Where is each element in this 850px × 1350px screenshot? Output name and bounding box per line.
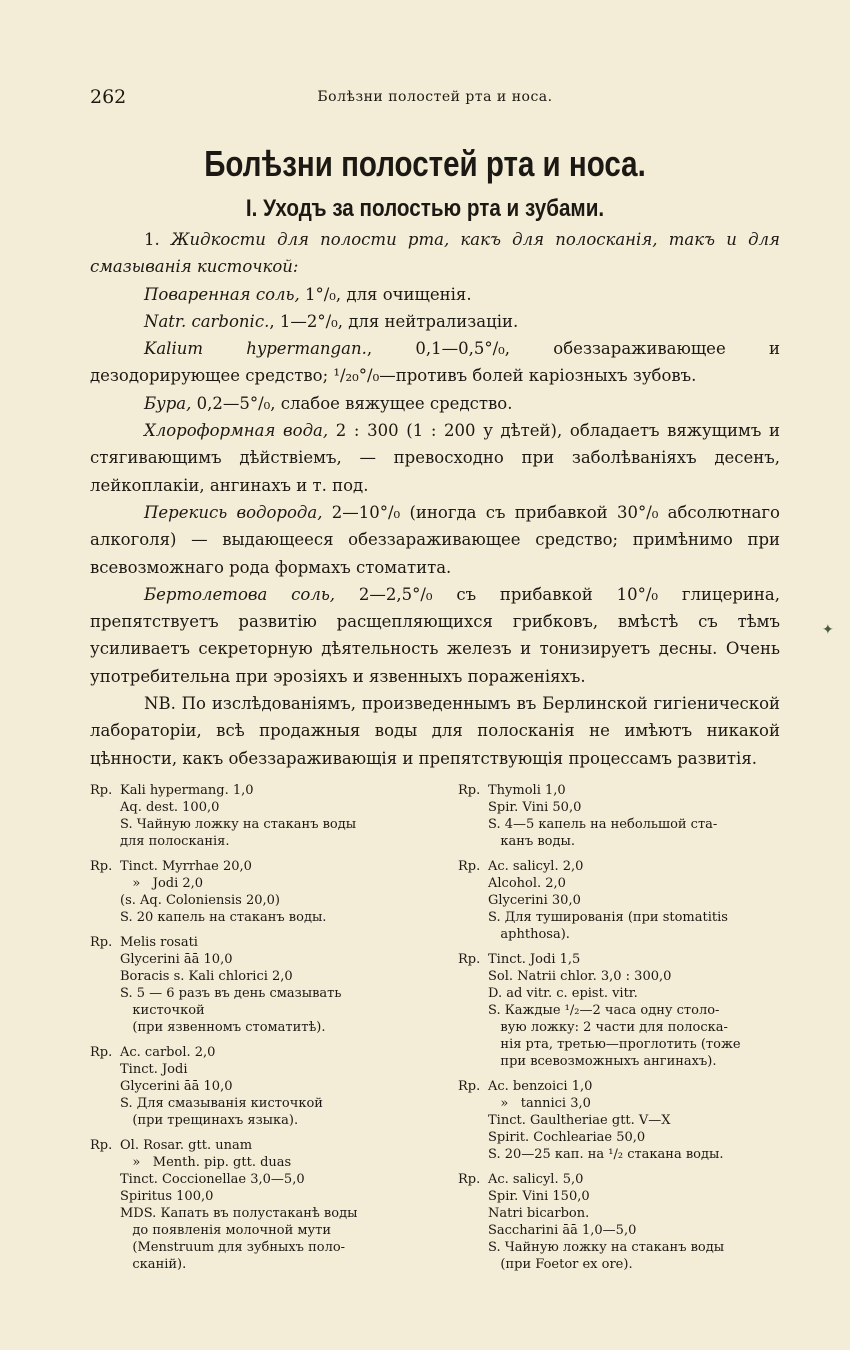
recipe-line: S. 5 — 6 разъ въ день смазывать: [120, 986, 342, 1001]
recipe-line: Saccharini āā 1,0—5,0: [488, 1223, 637, 1238]
recipe-line: Spir. Vini 50,0: [488, 800, 582, 815]
recipe-line: Boracis s. Kali chlorici 2,0: [120, 969, 293, 984]
recipe-line: для полосканія.: [120, 834, 230, 849]
recipe-line: до появленія молочной мути: [120, 1223, 332, 1238]
recipe-line: » Menth. pip. gtt. duas: [120, 1155, 292, 1170]
recipe-rp-label: Rp.: [458, 1079, 481, 1094]
recipe: [90, 1044, 420, 1129]
recipe-line: Glycerini āā 10,0: [120, 1079, 233, 1094]
body-paragraph: Natr. carbonic., 1—2°/₀, для нейтрализаціи.: [144, 311, 519, 331]
body-text: [90, 226, 780, 772]
recipe-line: Tinct. Jodi 1,5: [488, 952, 581, 967]
body-paragraph: Kalium hypermangan., 0,1—0,5°/₀, обеззараживающее и дезодорирующее средство; ¹/₂₀°/₀—противъ болей каріозныхъ зубовъ.: [90, 339, 780, 386]
recipe-line: Ac. benzoici 1,0: [488, 1079, 593, 1094]
recipe-line: (при трещинахъ языка).: [120, 1113, 299, 1128]
recipe-line: » tannici 3,0: [488, 1096, 591, 1111]
recipe-line: Glycerini 30,0: [488, 893, 581, 908]
recipe-line: Tinct. Coccionellae 3,0—5,0: [120, 1172, 305, 1187]
recipe: [90, 858, 420, 926]
recipe-line: Melis rosati: [120, 935, 198, 950]
recipe-line: кисточкой: [120, 1003, 205, 1018]
recipe-line: Thymoli 1,0: [488, 783, 566, 798]
body-paragraph: Бертолетова соль, 2—2,5°/₀ съ прибавкой 10°/₀ глицерина, препятствуетъ развитію расщепляющихся грибковъ, вмѣстѣ съ тѣмъ усиливаетъ секреторную дѣятельность железъ и тонизируетъ десны. Очень употребительна при эрозіяхъ и язвенныхъ пораженіяхъ.: [90, 584, 780, 686]
running-title: Болѣзни полостей рта и носа.: [317, 89, 553, 105]
recipes-left-column: [90, 782, 420, 1281]
recipe-rp-label: Rp.: [458, 859, 481, 874]
recipe-line: Aq. dest. 100,0: [120, 800, 220, 815]
recipes-right-column: [458, 782, 788, 1281]
recipe-rp-label: Rp.: [90, 1138, 113, 1153]
recipe-line: Sol. Natrii chlor. 3,0 : 300,0: [488, 969, 672, 984]
recipe: [458, 951, 788, 1070]
recipe-line: S. Каждые ¹/₂—2 часа одну столо-: [488, 1003, 720, 1018]
page-number: 262: [90, 86, 127, 108]
recipe-line: Spiritus 100,0: [120, 1189, 214, 1204]
recipe-rp-label: Rp.: [458, 1172, 481, 1187]
recipe-rp-label: Rp.: [90, 935, 113, 950]
recipe-line: канъ воды.: [488, 834, 575, 849]
recipe-line: сканій).: [120, 1257, 187, 1272]
recipe-rp-label: Rp.: [90, 859, 113, 874]
recipe-line: Alcohol. 2,0: [488, 876, 566, 891]
recipe-rp-label: Rp.: [90, 783, 113, 798]
recipe-line: » Jodi 2,0: [120, 876, 204, 891]
running-head: [90, 86, 780, 110]
recipe-line: MDS. Капать въ полустаканѣ воды: [120, 1206, 358, 1221]
recipe-line: вую ложку: 2 части для полоска-: [488, 1020, 728, 1035]
recipe-line: (Menstruum для зубныхъ поло-: [120, 1240, 346, 1255]
recipe: [90, 1137, 420, 1273]
recipe: [458, 1171, 788, 1273]
body-paragraph: Бура, 0,2—5°/₀, слабое вяжущее средство.: [144, 393, 513, 413]
recipe-line: (при Foetor ex ore).: [488, 1257, 633, 1272]
recipe-line: D. ad vitr. c. epist. vitr.: [488, 986, 638, 1001]
section-title: I. Уходъ за полостью рта и зубами.: [245, 195, 605, 222]
body-paragraph: Поваренная соль, 1°/₀, для очищенія.: [144, 284, 472, 304]
recipe-line: S. Чайную ложку на стаканъ воды: [120, 817, 357, 832]
recipe-line: Tinct. Myrrhae 20,0: [120, 859, 252, 874]
body-paragraph: 1. Жидкости для полости рта, какъ для полосканія, такъ и для смазыванія кисточкой:: [90, 230, 780, 277]
body-paragraph: Перекись водорода, 2—10°/₀ (иногда съ прибавкой 30°/₀ абсолютнаго алкоголя) — выдающееся обеззараживающее средство; примѣнимо при всевозможнаго рода формахъ стоматита.: [90, 502, 780, 577]
recipe-line: нія рта, третью—проглотить (тоже: [488, 1037, 741, 1052]
recipe-line: S. 20—25 кап. на ¹/₂ стакана воды.: [488, 1147, 724, 1162]
body-paragraph: Хлороформная вода, 2 : 300 (1 : 200 у дѣтей), обладаетъ вяжущимъ и стягивающимъ дѣйствіемъ, — превосходно при заболѣваніяхъ десенъ, лейкоплакіи, ангинахъ и т. под.: [90, 421, 780, 495]
recipe-line: aphthosa).: [488, 927, 570, 942]
recipe-line: Ac. carbol. 2,0: [120, 1045, 216, 1060]
recipe: [90, 934, 420, 1036]
recipe-line: (s. Aq. Coloniensis 20,0): [120, 893, 280, 908]
recipe-line: S. Для тушированія (при stomatitis: [488, 910, 728, 925]
recipe-line: Natri bicarbon.: [488, 1206, 590, 1221]
recipe-line: (при язвенномъ стоматитѣ).: [120, 1020, 326, 1035]
recipe-line: S. Для смазыванія кисточкой: [120, 1096, 323, 1111]
recipe-line: Ac. salicyl. 2,0: [488, 859, 584, 874]
recipe: [90, 782, 420, 850]
recipe: [458, 1078, 788, 1163]
recipe-line: Kali hypermang. 1,0: [120, 783, 254, 798]
recipe-line: Tinct. Jodi: [120, 1062, 188, 1077]
recipe-line: при всевозможныхъ ангинахъ).: [488, 1054, 717, 1069]
recipe: [458, 858, 788, 943]
recipe-line: Spir. Vini 150,0: [488, 1189, 590, 1204]
recipe-rp-label: Rp.: [90, 1045, 113, 1060]
recipe-line: S. Чайную ложку на стаканъ воды: [488, 1240, 725, 1255]
recipe-line: S. 20 капель на стаканъ воды.: [120, 910, 327, 925]
ink-smudge: ✦: [822, 622, 834, 638]
recipe-line: Glycerini āā 10,0: [120, 952, 233, 967]
recipe-line: Ol. Rosar. gtt. unam: [120, 1138, 253, 1153]
recipe: [458, 782, 788, 850]
chapter-title: Болѣзни полостей рта и носа.: [204, 143, 646, 184]
body-paragraph: NB. По изслѣдованіямъ, произведеннымъ въ Берлинской гигіенической лабораторіи, всѣ продажныя воды для полосканія не имѣютъ никакой цѣнности, какъ обеззараживающія и препятствующія процессамъ развитія.: [90, 694, 780, 768]
recipe-line: Tinct. Gaultheriae gtt. V—X: [488, 1113, 671, 1128]
recipe-rp-label: Rp.: [458, 783, 481, 798]
recipe-line: Spirit. Cochleariae 50,0: [488, 1130, 646, 1145]
recipe-line: S. 4—5 капель на небольшой ста-: [488, 817, 718, 832]
recipe-line: Ac. salicyl. 5,0: [488, 1172, 584, 1187]
recipe-rp-label: Rp.: [458, 952, 481, 967]
